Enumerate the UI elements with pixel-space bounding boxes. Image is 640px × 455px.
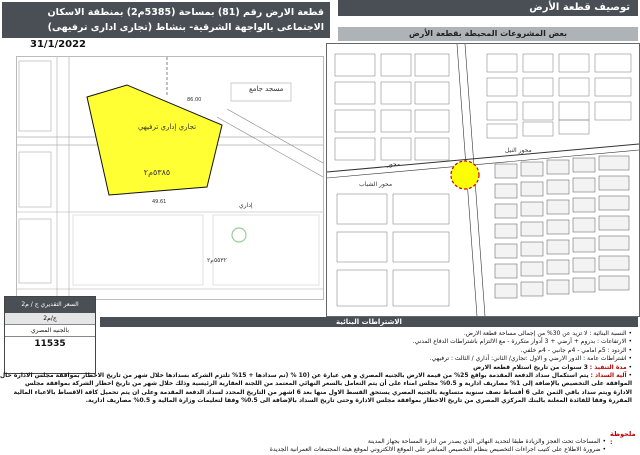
note-text: ضرورة الاطلاع على كتيب اجراءات التخصيص بنظام التخصيص المباشر على الموقع الالكتروني لموقع هيئة المجتمعات العمرانية الجديدة: [269, 446, 601, 453]
plot-title-line1: قطعة الارض رقم (81) بمساحة (5385م2) بمنطقة الاسكان: [47, 7, 324, 18]
requirements-header: الاشتراطات البنائية: [100, 317, 638, 327]
plot-location-marker: [451, 161, 479, 189]
block-cluster: [337, 194, 449, 306]
requirement-item: الادارة ويتم سداد باقي الثمن على 6 أقساط نصف سنوية متساوية بالجنيه المصري يستحق القسط الاول منها بعد 6 اشهر من التاريخ المحدد لسداد الدفعة المقدمة وعلى ان يتم تحميل كافة الاقساط بالاعباء المالية: [13, 388, 632, 396]
dim-bottom-label: 49.61: [152, 199, 167, 205]
requirement-text: الردود : 5م امامي - 4م جانبي - 4م خلفي.: [520, 346, 627, 354]
requirement-item: • مدة التنفيذ : 3 سنوات من تاريخ استلام قطعه الارض: [473, 363, 632, 371]
price-box-head: السعر التقديري ج / م2: [5, 297, 95, 313]
requirement-text: يتم استكمال سداد الدفعة المقدمة بواقع 25% من قيمة الارض بالجنيه المصري و هي عبارة عن (10 % (تم سدادها + 15% تلتزم الشركة بسدادها خلال شهر من تاريخ الاخطار بموافقة مجلس الادارة حال: [0, 372, 589, 380]
requirement-text: 3 سنوات من تاريخ استلام قطعه الارض: [473, 363, 588, 371]
notes-list: [50, 438, 606, 454]
requirement-item: • الارتفاعات : بدروم + أرضي + 3 أدوار متكررة - مع الالتزام باشتراطات الدفاع المدني.: [412, 338, 632, 346]
plot-use-label: تجاري إداري ترفيهي: [137, 123, 197, 131]
block-cluster: [487, 54, 631, 138]
price-box-value: 11535: [34, 339, 66, 349]
commercial-label: إداري: [239, 202, 253, 209]
requirement-item: • اشتراطات عامة : الدور الارضي و الاول :تجاري/ الثاني: أداري / الثالث : ترفيهي.: [429, 355, 632, 363]
map-caption: بعض المشروعات المحيطة بقطعة الأرض: [338, 27, 638, 41]
area-bottom-label: ٥٥٣٢م٢: [207, 257, 227, 264]
note-text: المساحات تحت العجز والزيادة طبقا لتحديد النهائي الذي يصدر من ادارة المساحة بجهاز المدينة: [367, 438, 601, 445]
section-tab-title: توصيف قطعة الأرض: [338, 0, 638, 16]
site-plan-drawing: [17, 57, 323, 299]
note-item: • ضرورة الاطلاع على كتيب اجراءات التخصيص بنظام التخصيص المباشر على الموقع الالكتروني لموقع هيئة المجتمعات العمرانية الجديدة: [269, 446, 606, 453]
requirement-item: • النسبة البنائية : لا تزيد عن 30% من إجمالى مساحة قطعة الارض.: [463, 330, 632, 337]
dim-top-label: 86.00: [187, 97, 202, 103]
street-label: محور: [387, 161, 401, 168]
lower-block: [73, 215, 203, 285]
note-item: • المساحات تحت العجز والزيادة طبقا لتحديد النهائي الذي يصدر من ادارة المساحة بجهاز المدينة: [367, 438, 606, 445]
requirement-label: آلية السداد :: [590, 372, 627, 380]
surrounding-map-drawing: [327, 44, 639, 316]
surrounding-map: [326, 43, 640, 317]
street-label: محور الشباب: [359, 181, 393, 188]
roundabout: [232, 228, 246, 242]
requirement-label: مدة التنفيذ :: [589, 363, 627, 371]
neighbor-block: [19, 152, 51, 207]
requirement-item: المقررة وفقا للفائدة المعلنة بالبنك المركزي المصري من تاريخ الاخطار بموافقة مجلس الادارة وحتى تاريخ السداد بالإضافة الى 0.5% وفقا لتعليمات وزارة المالية و 0.5% مصاريف ادارية.: [85, 397, 632, 405]
neighbor-block: [19, 219, 51, 283]
site-plan: [16, 56, 324, 300]
mosque-label: مسجد جامع: [249, 85, 284, 93]
neighbor-block: [19, 61, 51, 131]
land-plot-81: [87, 85, 222, 195]
price-box-currency: بالجنيه المصري: [5, 325, 95, 337]
requirement-text: اشتراطات عامة : الدور الارضي و الاول :تجاري/ الثاني: أداري / الثالث : ترفيهي.: [429, 355, 627, 363]
road-line: [217, 117, 323, 177]
lower-block: [213, 215, 319, 285]
plot-title: [2, 2, 330, 38]
requirement-item: • آلية السداد : يتم استكمال سداد الدفعة المقدمة بواقع 25% من قيمة الارض بالجنيه المصري و هي عبارة عن (10 % (تم سدادها + 15% تلتزم الشركة بسدادها خلال شهر من تاريخ الاخطار بموافقة مجلس الادارة حال: [0, 372, 632, 380]
price-box: [4, 296, 96, 374]
street-label: محور النيل: [505, 147, 532, 154]
requirement-text: الارتفاعات : بدروم + أرضي + 3 أدوار متكررة - مع الالتزام باشتراطات الدفاع المدني.: [412, 338, 627, 346]
block-cluster: [335, 54, 449, 160]
price-box-unit-header: ج/م2: [5, 313, 95, 325]
requirement-item: الموافقة على التخصيص بالإضافة إلى 1% مصاريف ادارية و 0.5% مجلس امناء على أن يتم التعامل بالسعر النهائي المعتمد من اللجنة العقارية الرئيسية وذلك خلال شهر من تاريخ اخطار الشركة بموافقة مجلس: [25, 380, 632, 388]
housing-cluster: [495, 156, 629, 298]
requirement-item: • الردود : 5م امامي - 4م جانبي - 4م خلفي.: [520, 346, 632, 354]
document-date: 31/1/2022: [30, 39, 87, 50]
plot-title-line2: الاجتماعى بالواجهة الشرقية- بنشاط (تجارى ادارى ترفيهى): [47, 22, 324, 33]
notes-label: ملحوظة :: [610, 430, 636, 446]
requirement-text: النسبة البنائية : لا تزيد عن 30% من إجمالى مساحة قطعة الارض.: [463, 330, 627, 337]
road-line: [227, 109, 323, 163]
plot-area-label: ٥٣٨٥م٢: [143, 168, 171, 177]
